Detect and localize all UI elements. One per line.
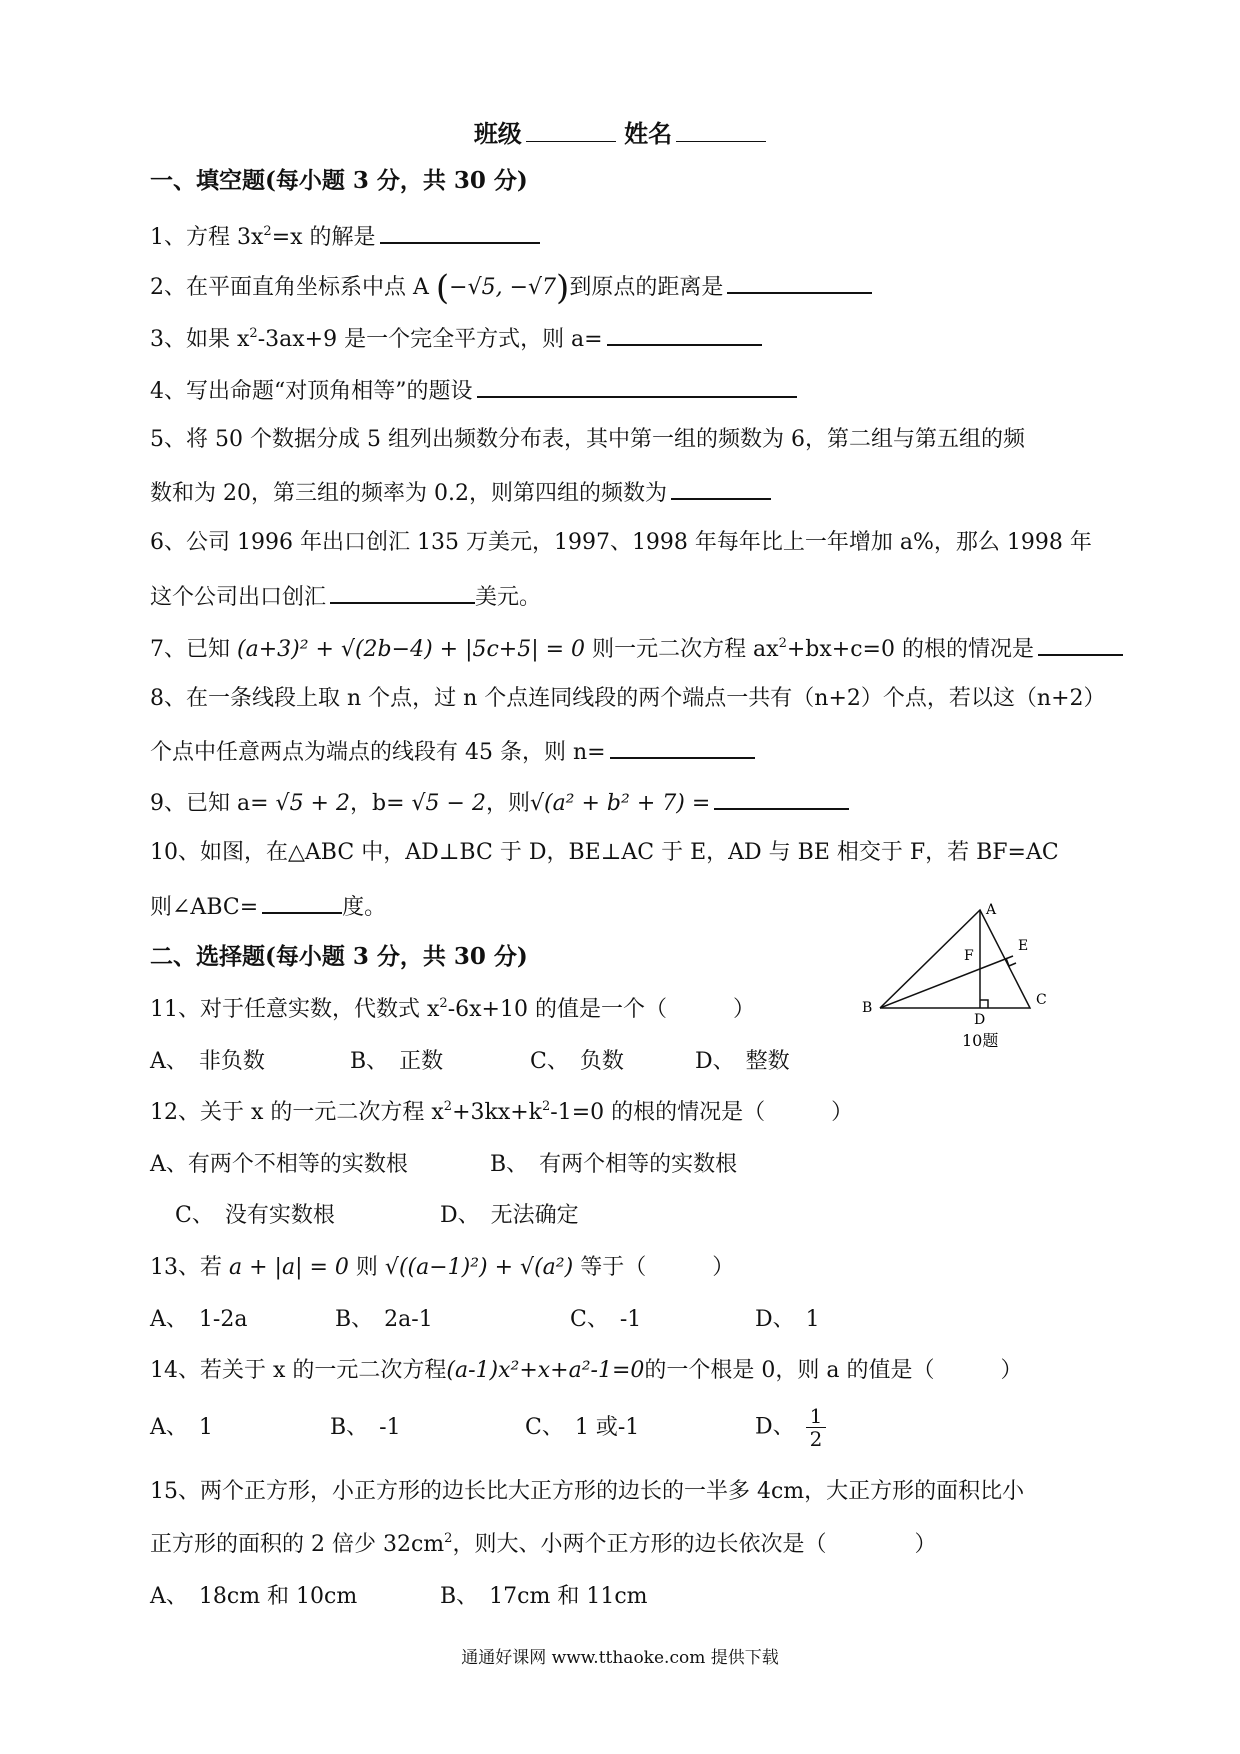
question-8-line2 (150, 735, 755, 768)
q10-answer-blank[interactable] (262, 890, 342, 914)
question-5-line1: 5、将 50 个数据分成 5 组列出频数分布表，其中第一组的频数为 6，第二组与第五组的频 (150, 427, 1025, 452)
q14-text: 14、若关于 x 的一元二次方程 (150, 1358, 447, 1383)
q9-text-mid: ，b= (349, 791, 405, 816)
figure-caption: 10题 (962, 1031, 999, 1050)
q2-point-coords: (−√5, −√7) (435, 268, 570, 308)
label-b: B (862, 1000, 873, 1016)
q13-text-mid: 则 (355, 1255, 378, 1280)
q10-text-post: 度。 (342, 895, 387, 920)
question-11-options (150, 1047, 790, 1077)
question-2 (150, 268, 872, 308)
q13-option-b[interactable]: B、 2a-1 (335, 1307, 433, 1332)
question-1 (150, 220, 540, 253)
q9-equals: = (691, 791, 711, 816)
q7-text-post2: +bx+c=0 的根的情况是 (786, 637, 1034, 662)
fraction-denominator: 2 (809, 1427, 823, 1451)
question-9 (150, 786, 849, 819)
q1-answer-blank[interactable] (380, 220, 540, 244)
q7-answer-blank[interactable] (1038, 632, 1123, 656)
q9-expr: √(a² + b² + 7) (529, 791, 685, 816)
q14-option-d-label: D、 (755, 1414, 784, 1440)
label-f: F (964, 948, 974, 964)
question-14 (150, 1356, 1023, 1386)
question-14-options (150, 1405, 826, 1450)
q13-condition: a + |a| = 0 (229, 1255, 349, 1280)
section2-heading: 二、选择题(每小题 3 分，共 30 分) (150, 943, 528, 970)
question-10-line1: 10、如图，在△ABC 中，AD⊥BC 于 D，BE⊥AC 于 E，AD 与 BE 相交于 F，若 BF=AC (150, 840, 1059, 865)
section1-heading: 一、填空题(每小题 3 分，共 30 分) (150, 167, 528, 194)
q14-text-post: 的一个根是 0，则 a 的值是（ ） (644, 1358, 1023, 1383)
page-title (0, 114, 1240, 149)
q12-option-b[interactable]: B、 有两个相等的实数根 (490, 1152, 738, 1177)
q2-answer-blank[interactable] (727, 270, 872, 294)
q11-option-d[interactable]: D、 整数 (695, 1049, 790, 1074)
q9-a-value: √5 + 2 (275, 791, 350, 816)
q14-option-a[interactable]: A、 1 (150, 1414, 213, 1440)
q4-answer-blank[interactable] (477, 374, 797, 398)
label-d: D (974, 1012, 986, 1028)
question-3 (150, 322, 762, 355)
q14-option-b[interactable]: B、 -1 (330, 1414, 401, 1440)
q3-answer-blank[interactable] (607, 322, 762, 346)
q9-text: 9、已知 a= (150, 791, 269, 816)
question-10-line2 (150, 890, 386, 923)
fraction-numerator: 1 (806, 1405, 827, 1428)
q15-text: 正方形的面积的 2 倍少 32cm (150, 1532, 445, 1557)
question-4 (150, 374, 797, 407)
q12-text-mid: +3kx+k (452, 1100, 543, 1125)
q11-sup: 2 (439, 996, 448, 1011)
question-15-options (150, 1582, 648, 1612)
question-6-line1: 6、公司 1996 年出口创汇 135 万美元，1997、1998 年每年比上一年增加 a%，那么 1998 年 (150, 530, 1092, 555)
q15-option-b[interactable]: B、 17cm 和 11cm (440, 1584, 648, 1609)
q9-b-value: √5 − 2 (411, 791, 486, 816)
q14-option-c[interactable]: C、 1 或-1 (525, 1414, 640, 1440)
q7-condition-expr: (a+3)² + √(2b−4) + |5c+5| = 0 (237, 637, 586, 662)
altitude-be (880, 956, 1013, 1008)
question-12 (150, 1098, 853, 1128)
q9-text-mid2: ，则 (485, 791, 530, 816)
q14-expr: (a-1)x²+x+a²-1=0 (446, 1358, 645, 1383)
q13-expr: √((a−1)²) + √(a²) (384, 1255, 574, 1280)
q12-sup2: 2 (542, 1099, 551, 1114)
q12-option-d[interactable]: D、 无法确定 (440, 1203, 579, 1228)
q15-sup: 2 (444, 1531, 453, 1546)
q14-option-d[interactable] (755, 1405, 826, 1450)
q13-text: 13、若 (150, 1255, 222, 1280)
q1-text: 1、方程 3x (150, 225, 264, 250)
question-5-line2 (150, 476, 771, 509)
q6-text-post: 美元。 (475, 585, 542, 610)
name-blank[interactable] (676, 119, 766, 142)
q1-text-post: =x 的解是 (271, 225, 376, 250)
q10-text: 则∠ABC= (150, 895, 259, 920)
q5-answer-blank[interactable] (671, 476, 771, 500)
q5-text: 数和为 20，第三组的频率为 0.2，则第四组的频数为 (150, 481, 667, 506)
q11-option-c[interactable]: C、 负数 (530, 1049, 624, 1074)
q15-text-post: ，则大、小两个正方形的边长依次是（ ） (452, 1532, 937, 1557)
question-15-line2 (150, 1530, 936, 1560)
q6-answer-blank[interactable] (330, 580, 475, 604)
q15-option-a[interactable]: A、 18cm 和 10cm (150, 1584, 358, 1609)
q12-text-post: -1=0 的根的情况是（ ） (550, 1100, 854, 1125)
question-12-options-row1 (150, 1150, 737, 1180)
question-8-line1: 8、在一条线段上取 n 个点，过 n 个点连同线段的两个端点一共有（n+2）个点，若以这（n+2） (150, 686, 1106, 711)
question-13 (150, 1253, 734, 1283)
label-e: E (1018, 938, 1029, 954)
q3-text-post: -3ax+9 是一个完全平方式，则 a= (257, 327, 603, 352)
right-angle-d (980, 1000, 988, 1008)
q12-option-a[interactable]: A、有两个不相等的实数根 (150, 1152, 408, 1177)
q4-text: 4、写出命题“对顶角相等”的题设 (150, 379, 473, 404)
question-6-line2 (150, 580, 541, 613)
q7-text: 7、已知 (150, 637, 230, 662)
class-blank[interactable] (526, 119, 616, 142)
question-11 (150, 995, 755, 1025)
q3-sup: 2 (249, 326, 258, 341)
label-c: C (1036, 992, 1047, 1008)
q11-option-b[interactable]: B、 正数 (350, 1049, 444, 1074)
q12-text: 12、关于 x 的一元二次方程 x (150, 1100, 444, 1125)
q11-text-post: -6x+10 的值是一个（ ） (447, 997, 755, 1022)
q2-text: 2、在平面直角坐标系中点 A (150, 275, 429, 300)
q9-answer-blank[interactable] (714, 786, 849, 810)
q8-answer-blank[interactable] (610, 735, 755, 759)
question-7 (150, 632, 1123, 665)
q14-option-d-fraction (806, 1405, 827, 1450)
q2-text-post: 到原点的距离是 (569, 275, 724, 300)
q11-option-a[interactable]: A、 非负数 (150, 1049, 265, 1074)
name-label: 姓名 (624, 119, 673, 148)
q12-option-c[interactable]: C、 没有实数根 (175, 1203, 335, 1228)
page-footer: 通通好课网 www.tthaoke.com 提供下载 (461, 1648, 779, 1668)
question-12-options-row2 (175, 1201, 579, 1231)
q11-text: 11、对于任意实数，代数式 x (150, 997, 440, 1022)
q6-text: 这个公司出口创汇 (150, 585, 327, 610)
q1-sup: 2 (263, 224, 272, 239)
question-15-line1: 15、两个正方形，小正方形的边长比大正方形的边长的一半多 4cm，大正方形的面积比小 (150, 1479, 1025, 1504)
question-13-options (150, 1305, 820, 1335)
triangle-abc (880, 910, 1030, 1008)
q13-text-post: 等于（ ） (580, 1255, 735, 1280)
q7-text-post: 则一元二次方程 ax (592, 637, 779, 662)
q3-text: 3、如果 x (150, 327, 250, 352)
q13-option-a[interactable]: A、 1-2a (150, 1307, 248, 1332)
q8-text: 个点中任意两点为端点的线段有 45 条，则 n= (150, 740, 606, 765)
q13-option-d[interactable]: D、 1 (755, 1307, 820, 1332)
triangle-figure (850, 900, 1070, 1060)
label-a: A (986, 902, 997, 918)
q12-sup1: 2 (443, 1099, 453, 1114)
q13-option-c[interactable]: C、 -1 (570, 1307, 642, 1332)
q7-sup: 2 (778, 636, 787, 651)
class-label: 班级 (473, 119, 522, 148)
